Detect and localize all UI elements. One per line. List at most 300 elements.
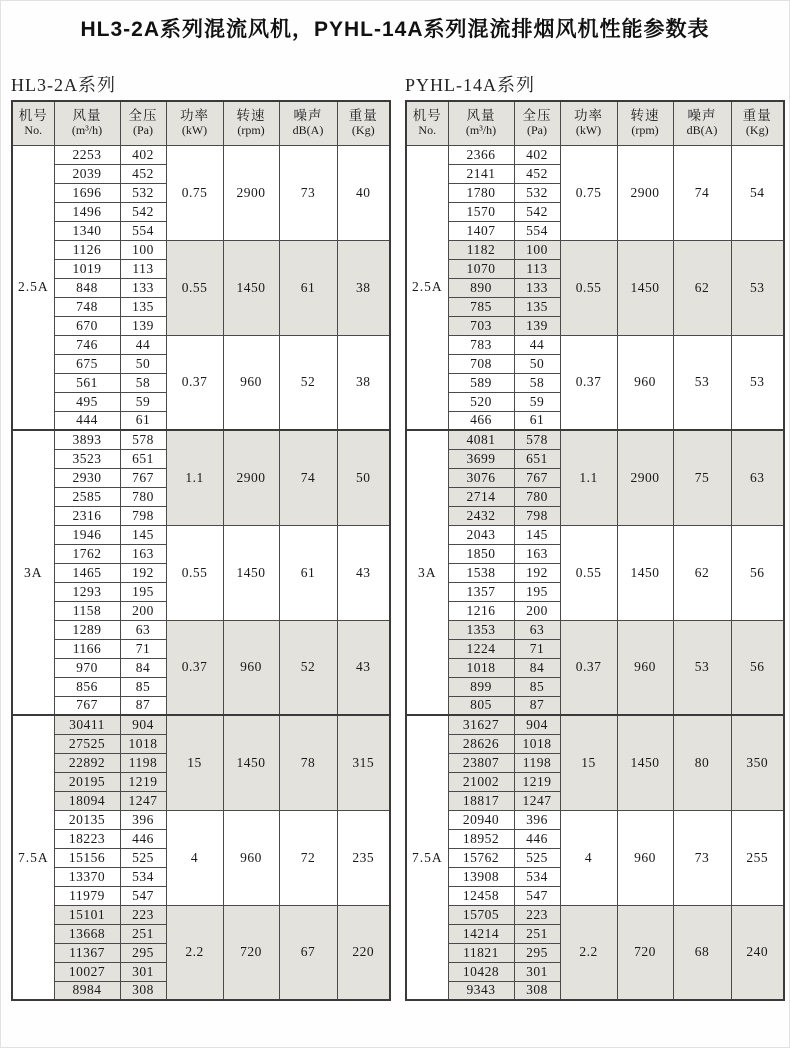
pressure-cell: 1018 xyxy=(514,734,560,753)
speed-cell: 960 xyxy=(617,335,673,430)
column-unit: (rpm) xyxy=(631,123,659,138)
speed-cell: 1450 xyxy=(617,715,673,810)
power-cell: 0.37 xyxy=(560,335,617,430)
pressure-cell: 84 xyxy=(514,658,560,677)
column-header-flow xyxy=(448,101,514,145)
flow-cell: 848 xyxy=(54,278,120,297)
pressure-cell: 200 xyxy=(514,601,560,620)
speed-cell: 2900 xyxy=(223,430,279,525)
parameters-table xyxy=(405,100,785,1001)
pressure-cell: 542 xyxy=(514,202,560,221)
table-row xyxy=(12,240,390,259)
column-header-no xyxy=(12,101,54,145)
flow-cell: 1289 xyxy=(54,620,120,639)
flow-cell: 856 xyxy=(54,677,120,696)
power-cell: 0.55 xyxy=(166,240,223,335)
power-cell: 0.55 xyxy=(560,240,617,335)
column-unit: No. xyxy=(418,123,437,138)
flow-cell: 970 xyxy=(54,658,120,677)
table-label-hl3-2a: HL3-2A系列 xyxy=(11,75,116,95)
pressure-cell: 59 xyxy=(514,392,560,411)
power-cell: 0.37 xyxy=(560,620,617,715)
flow-cell: 1293 xyxy=(54,582,120,601)
pressure-cell: 113 xyxy=(514,259,560,278)
header-row xyxy=(12,101,390,145)
pressure-cell: 200 xyxy=(120,601,166,620)
flow-cell: 1696 xyxy=(54,183,120,202)
pressure-cell: 100 xyxy=(120,240,166,259)
column-name: 噪声 xyxy=(687,108,717,124)
noise-cell: 52 xyxy=(279,620,337,715)
table-container-pyhl-14a xyxy=(405,100,784,1001)
noise-cell: 52 xyxy=(279,335,337,430)
pressure-cell: 135 xyxy=(514,297,560,316)
model-number-cell: 3A xyxy=(406,430,448,715)
pressure-cell: 798 xyxy=(514,506,560,525)
noise-cell: 78 xyxy=(279,715,337,810)
pressure-cell: 578 xyxy=(120,430,166,449)
weight-cell: 43 xyxy=(337,620,390,715)
flow-cell: 748 xyxy=(54,297,120,316)
column-name: 全压 xyxy=(128,108,158,124)
flow-cell: 1018 xyxy=(448,658,514,677)
flow-cell: 18223 xyxy=(54,829,120,848)
pressure-cell: 1219 xyxy=(514,772,560,791)
power-cell: 0.55 xyxy=(560,525,617,620)
power-cell: 1.1 xyxy=(560,430,617,525)
column-header-flow xyxy=(54,101,120,145)
flow-cell: 1780 xyxy=(448,183,514,202)
pressure-cell: 71 xyxy=(514,639,560,658)
pressure-cell: 1219 xyxy=(120,772,166,791)
pressure-cell: 402 xyxy=(514,145,560,164)
flow-cell: 15762 xyxy=(448,848,514,867)
power-cell: 15 xyxy=(560,715,617,810)
flow-cell: 27525 xyxy=(54,734,120,753)
flow-cell: 890 xyxy=(448,278,514,297)
speed-cell: 720 xyxy=(617,905,673,1000)
flow-cell: 703 xyxy=(448,316,514,335)
power-cell: 0.37 xyxy=(166,335,223,430)
pressure-cell: 651 xyxy=(514,449,560,468)
table-row xyxy=(12,525,390,544)
pressure-cell: 547 xyxy=(514,886,560,905)
flow-cell: 23807 xyxy=(448,753,514,772)
weight-cell: 50 xyxy=(337,430,390,525)
pressure-cell: 163 xyxy=(120,544,166,563)
pressure-cell: 780 xyxy=(514,487,560,506)
noise-cell: 67 xyxy=(279,905,337,1000)
table-row xyxy=(12,905,390,924)
pressure-cell: 308 xyxy=(514,981,560,1000)
flow-cell: 1070 xyxy=(448,259,514,278)
weight-cell: 43 xyxy=(337,525,390,620)
flow-cell: 31627 xyxy=(448,715,514,734)
pressure-cell: 446 xyxy=(514,829,560,848)
noise-cell: 74 xyxy=(673,145,731,240)
noise-cell: 68 xyxy=(673,905,731,1000)
weight-cell: 350 xyxy=(731,715,784,810)
weight-cell: 235 xyxy=(337,810,390,905)
table-row xyxy=(406,810,784,829)
flow-cell: 9343 xyxy=(448,981,514,1000)
flow-cell: 1019 xyxy=(54,259,120,278)
pressure-cell: 163 xyxy=(514,544,560,563)
model-number-cell: 2.5A xyxy=(406,145,448,430)
flow-cell: 20940 xyxy=(448,810,514,829)
pressure-cell: 139 xyxy=(120,316,166,335)
pressure-cell: 295 xyxy=(514,943,560,962)
flow-cell: 444 xyxy=(54,411,120,430)
pressure-cell: 84 xyxy=(120,658,166,677)
speed-cell: 960 xyxy=(617,620,673,715)
flow-cell: 1224 xyxy=(448,639,514,658)
flow-cell: 18817 xyxy=(448,791,514,810)
flow-cell: 2366 xyxy=(448,145,514,164)
pressure-cell: 223 xyxy=(514,905,560,924)
flow-cell: 14214 xyxy=(448,924,514,943)
flow-cell: 15101 xyxy=(54,905,120,924)
pressure-cell: 1198 xyxy=(514,753,560,772)
flow-cell: 3699 xyxy=(448,449,514,468)
parameters-table xyxy=(11,100,391,1001)
flow-cell: 1166 xyxy=(54,639,120,658)
weight-cell: 240 xyxy=(731,905,784,1000)
flow-cell: 28626 xyxy=(448,734,514,753)
model-number-cell: 7.5A xyxy=(12,715,54,1000)
pressure-cell: 301 xyxy=(120,962,166,981)
flow-cell: 1340 xyxy=(54,221,120,240)
speed-cell: 720 xyxy=(223,905,279,1000)
flow-cell: 1407 xyxy=(448,221,514,240)
flow-cell: 561 xyxy=(54,373,120,392)
pressure-cell: 135 xyxy=(120,297,166,316)
pressure-cell: 542 xyxy=(120,202,166,221)
pressure-cell: 767 xyxy=(514,468,560,487)
pressure-cell: 44 xyxy=(120,335,166,354)
pressure-cell: 301 xyxy=(514,962,560,981)
flow-cell: 767 xyxy=(54,696,120,715)
pressure-cell: 85 xyxy=(120,677,166,696)
pressure-cell: 651 xyxy=(120,449,166,468)
flow-cell: 2043 xyxy=(448,525,514,544)
column-unit: dB(A) xyxy=(686,123,718,138)
flow-cell: 670 xyxy=(54,316,120,335)
flow-cell: 18952 xyxy=(448,829,514,848)
noise-cell: 53 xyxy=(673,335,731,430)
speed-cell: 1450 xyxy=(617,240,673,335)
pressure-cell: 396 xyxy=(514,810,560,829)
flow-cell: 783 xyxy=(448,335,514,354)
column-unit: No. xyxy=(24,123,43,138)
pressure-cell: 534 xyxy=(514,867,560,886)
pressure-cell: 85 xyxy=(514,677,560,696)
pressure-cell: 63 xyxy=(120,620,166,639)
flow-cell: 3893 xyxy=(54,430,120,449)
flow-cell: 785 xyxy=(448,297,514,316)
pressure-cell: 525 xyxy=(120,848,166,867)
table-row xyxy=(12,810,390,829)
pressure-cell: 295 xyxy=(120,943,166,962)
column-header-power xyxy=(560,101,617,145)
weight-cell: 56 xyxy=(731,525,784,620)
flow-cell: 22892 xyxy=(54,753,120,772)
flow-cell: 520 xyxy=(448,392,514,411)
power-cell: 1.1 xyxy=(166,430,223,525)
column-unit: (Pa) xyxy=(527,123,547,138)
flow-cell: 589 xyxy=(448,373,514,392)
table-row xyxy=(12,335,390,354)
flow-cell: 1353 xyxy=(448,620,514,639)
header-row xyxy=(406,101,784,145)
pressure-cell: 402 xyxy=(120,145,166,164)
column-name: 风量 xyxy=(466,108,496,124)
column-header-noise xyxy=(673,101,731,145)
flow-cell: 675 xyxy=(54,354,120,373)
table-block-hl3-2a xyxy=(11,73,390,1001)
noise-cell: 53 xyxy=(673,620,731,715)
power-cell: 4 xyxy=(166,810,223,905)
flow-cell: 3076 xyxy=(448,468,514,487)
model-number-cell: 2.5A xyxy=(12,145,54,430)
flow-cell: 1158 xyxy=(54,601,120,620)
column-header-speed xyxy=(617,101,673,145)
table-label-pyhl-14a: PYHL-14A系列 xyxy=(405,75,535,95)
flow-cell: 1850 xyxy=(448,544,514,563)
column-unit: dB(A) xyxy=(292,123,324,138)
model-number-cell: 7.5A xyxy=(406,715,448,1000)
pressure-cell: 780 xyxy=(120,487,166,506)
column-header-weight xyxy=(731,101,784,145)
power-cell: 2.2 xyxy=(560,905,617,1000)
pressure-cell: 308 xyxy=(120,981,166,1000)
column-header-speed xyxy=(223,101,279,145)
pressure-cell: 133 xyxy=(120,278,166,297)
pressure-cell: 71 xyxy=(120,639,166,658)
flow-cell: 466 xyxy=(448,411,514,430)
speed-cell: 1450 xyxy=(223,240,279,335)
power-cell: 0.37 xyxy=(166,620,223,715)
flow-cell: 2039 xyxy=(54,164,120,183)
flow-cell: 1126 xyxy=(54,240,120,259)
pressure-cell: 87 xyxy=(120,696,166,715)
noise-cell: 73 xyxy=(673,810,731,905)
pressure-cell: 251 xyxy=(120,924,166,943)
weight-cell: 255 xyxy=(731,810,784,905)
flow-cell: 20135 xyxy=(54,810,120,829)
flow-cell: 20195 xyxy=(54,772,120,791)
column-header-weight xyxy=(337,101,390,145)
column-unit: (m³/h) xyxy=(71,123,103,138)
power-cell: 0.75 xyxy=(560,145,617,240)
speed-cell: 2900 xyxy=(223,145,279,240)
pressure-cell: 452 xyxy=(514,164,560,183)
table-row xyxy=(406,620,784,639)
flow-cell: 708 xyxy=(448,354,514,373)
pressure-cell: 554 xyxy=(514,221,560,240)
speed-cell: 960 xyxy=(223,620,279,715)
flow-cell: 2432 xyxy=(448,506,514,525)
pressure-cell: 192 xyxy=(514,563,560,582)
flow-cell: 11821 xyxy=(448,943,514,962)
flow-cell: 2141 xyxy=(448,164,514,183)
flow-cell: 15705 xyxy=(448,905,514,924)
table-row xyxy=(12,430,390,449)
flow-cell: 1357 xyxy=(448,582,514,601)
column-name: 转速 xyxy=(630,108,660,124)
column-unit: (rpm) xyxy=(237,123,265,138)
weight-cell: 54 xyxy=(731,145,784,240)
flow-cell: 11367 xyxy=(54,943,120,962)
column-name: 机号 xyxy=(412,108,442,124)
column-name: 风量 xyxy=(72,108,102,124)
column-header-noise xyxy=(279,101,337,145)
pressure-cell: 50 xyxy=(120,354,166,373)
column-header-pressure xyxy=(514,101,560,145)
table-row xyxy=(12,715,390,734)
speed-cell: 1450 xyxy=(617,525,673,620)
weight-cell: 38 xyxy=(337,240,390,335)
column-unit: (m³/h) xyxy=(465,123,497,138)
column-unit: (Pa) xyxy=(133,123,153,138)
column-header-no xyxy=(406,101,448,145)
pressure-cell: 904 xyxy=(514,715,560,734)
flow-cell: 1946 xyxy=(54,525,120,544)
flow-cell: 1762 xyxy=(54,544,120,563)
pressure-cell: 195 xyxy=(514,582,560,601)
pressure-cell: 767 xyxy=(120,468,166,487)
pressure-cell: 798 xyxy=(120,506,166,525)
column-name: 机号 xyxy=(18,108,48,124)
pressure-cell: 452 xyxy=(120,164,166,183)
column-name: 全压 xyxy=(522,108,552,124)
noise-cell: 73 xyxy=(279,145,337,240)
column-name: 重量 xyxy=(348,108,378,124)
pressure-cell: 87 xyxy=(514,696,560,715)
pressure-cell: 904 xyxy=(120,715,166,734)
pressure-cell: 396 xyxy=(120,810,166,829)
power-cell: 4 xyxy=(560,810,617,905)
pressure-cell: 100 xyxy=(514,240,560,259)
weight-cell: 38 xyxy=(337,335,390,430)
noise-cell: 62 xyxy=(673,525,731,620)
column-unit: (Kg) xyxy=(351,123,375,138)
column-name: 噪声 xyxy=(293,108,323,124)
pressure-cell: 58 xyxy=(514,373,560,392)
flow-cell: 2714 xyxy=(448,487,514,506)
table-row xyxy=(406,715,784,734)
pressure-cell: 145 xyxy=(120,525,166,544)
pressure-cell: 547 xyxy=(120,886,166,905)
flow-cell: 10428 xyxy=(448,962,514,981)
flow-cell: 10027 xyxy=(54,962,120,981)
flow-cell: 1182 xyxy=(448,240,514,259)
pressure-cell: 1018 xyxy=(120,734,166,753)
flow-cell: 4081 xyxy=(448,430,514,449)
pressure-cell: 251 xyxy=(514,924,560,943)
flow-cell: 13370 xyxy=(54,867,120,886)
weight-cell: 40 xyxy=(337,145,390,240)
column-unit: (kW) xyxy=(181,123,208,138)
table-row xyxy=(406,145,784,164)
flow-cell: 2316 xyxy=(54,506,120,525)
noise-cell: 80 xyxy=(673,715,731,810)
flow-cell: 11979 xyxy=(54,886,120,905)
pressure-cell: 223 xyxy=(120,905,166,924)
flow-cell: 805 xyxy=(448,696,514,715)
pressure-cell: 59 xyxy=(120,392,166,411)
column-unit: (Kg) xyxy=(745,123,769,138)
flow-cell: 8984 xyxy=(54,981,120,1000)
column-name: 转速 xyxy=(236,108,266,124)
pressure-cell: 63 xyxy=(514,620,560,639)
flow-cell: 1538 xyxy=(448,563,514,582)
pressure-cell: 1198 xyxy=(120,753,166,772)
pressure-cell: 1247 xyxy=(120,791,166,810)
flow-cell: 495 xyxy=(54,392,120,411)
speed-cell: 2900 xyxy=(617,145,673,240)
pressure-cell: 145 xyxy=(514,525,560,544)
noise-cell: 74 xyxy=(279,430,337,525)
flow-cell: 1570 xyxy=(448,202,514,221)
column-name: 功率 xyxy=(180,108,209,124)
weight-cell: 220 xyxy=(337,905,390,1000)
noise-cell: 61 xyxy=(279,525,337,620)
pressure-cell: 61 xyxy=(120,411,166,430)
model-number-cell: 3A xyxy=(12,430,54,715)
table-block-pyhl-14a xyxy=(405,73,784,1001)
speed-cell: 1450 xyxy=(223,525,279,620)
page-title: HL3-2A系列混流风机，PYHL-14A系列混流排烟风机性能参数表 xyxy=(80,18,710,41)
flow-cell: 1496 xyxy=(54,202,120,221)
table-row xyxy=(406,525,784,544)
flow-cell: 15156 xyxy=(54,848,120,867)
table-row xyxy=(12,620,390,639)
weight-cell: 56 xyxy=(731,620,784,715)
noise-cell: 62 xyxy=(673,240,731,335)
flow-cell: 2930 xyxy=(54,468,120,487)
noise-cell: 75 xyxy=(673,430,731,525)
flow-cell: 899 xyxy=(448,677,514,696)
noise-cell: 72 xyxy=(279,810,337,905)
pressure-cell: 534 xyxy=(120,867,166,886)
pressure-cell: 50 xyxy=(514,354,560,373)
flow-cell: 12458 xyxy=(448,886,514,905)
flow-cell: 2585 xyxy=(54,487,120,506)
flow-cell: 13668 xyxy=(54,924,120,943)
column-name: 功率 xyxy=(574,108,603,124)
power-cell: 0.55 xyxy=(166,525,223,620)
weight-cell: 53 xyxy=(731,240,784,335)
noise-cell: 61 xyxy=(279,240,337,335)
flow-cell: 18094 xyxy=(54,791,120,810)
power-cell: 15 xyxy=(166,715,223,810)
table-row xyxy=(406,905,784,924)
pressure-cell: 58 xyxy=(120,373,166,392)
weight-cell: 53 xyxy=(731,335,784,430)
speed-cell: 960 xyxy=(223,810,279,905)
flow-cell: 3523 xyxy=(54,449,120,468)
flow-cell: 30411 xyxy=(54,715,120,734)
table-row xyxy=(406,240,784,259)
pressure-cell: 195 xyxy=(120,582,166,601)
flow-cell: 1216 xyxy=(448,601,514,620)
weight-cell: 315 xyxy=(337,715,390,810)
speed-cell: 2900 xyxy=(617,430,673,525)
pressure-cell: 532 xyxy=(120,183,166,202)
pressure-cell: 113 xyxy=(120,259,166,278)
column-name: 重量 xyxy=(742,108,772,124)
